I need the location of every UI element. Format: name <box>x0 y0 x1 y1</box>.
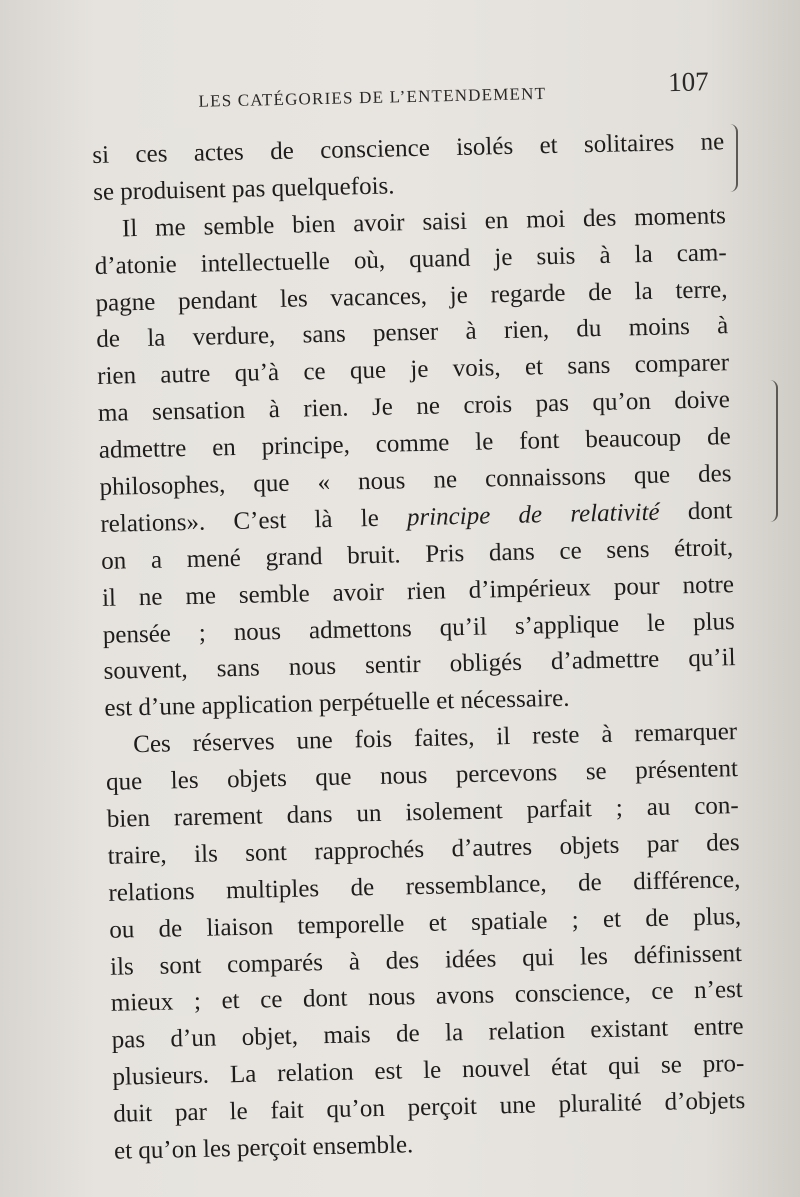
text-line: plusieurs. La relation est le nouvel état qui se pro- <box>112 1050 745 1092</box>
text-line: Ces réserves une fois faites, il reste à remarquer <box>132 718 738 759</box>
text-line: rien autre qu’à ce que je vois, et sans comparer <box>96 349 730 391</box>
text-line: philosophes, que « nous ne connaissons que des <box>99 460 732 501</box>
text-line: de la verdure, sans penser à rien, du moins à <box>96 312 729 354</box>
text-line: ou de liaison temporelle et spatiale ; et de plus, <box>108 902 742 944</box>
text-line: ma sensation à rien. Je ne crois pas qu’on doive <box>97 386 731 428</box>
text-line: pensée ; nous admettons qu’il s’applique le plus <box>102 607 735 649</box>
text-line: si ces actes de conscience isolés et solitaires ne <box>92 128 725 169</box>
text-line: pas d’un objet, mais de la relation existant entre <box>111 1013 744 1055</box>
text-line: traire, ils sont rapprochés d’autres objets par des <box>107 828 740 870</box>
text-line: pagne pendant les vacances, je regarde de la terre, <box>95 275 728 317</box>
italic-emphasis: principe de relativité <box>406 498 660 532</box>
text-line: et qu’on les perçoit ensemble. <box>113 1131 414 1165</box>
running-title: LES CATÉGORIES DE L’ENTENDEMENT <box>198 83 547 111</box>
text-line: est d’une application perpétuelle et nécessaire. <box>104 685 570 723</box>
text-line: relations». C’est là le principe de relativité dont <box>100 497 733 538</box>
page-number: 107 <box>667 66 710 98</box>
text-line: il ne me semble avoir rien d’impérieux pour notre <box>101 570 735 612</box>
page-header <box>190 66 721 118</box>
text-line: relations multiples de ressemblance, de différence, <box>108 865 741 907</box>
text-line: Il me semble bien avoir saisi en moi des moments <box>121 201 727 243</box>
text-line: souvent, sans nous sentir obligés d’admettre qu’il <box>103 644 736 686</box>
text-line: que les objets que nous percevons se présentent <box>105 755 739 796</box>
text-line: se produisent pas quelquefois. <box>92 172 395 206</box>
text-line: ils sont comparés à des idées qui les définissent <box>109 939 743 981</box>
text-line: d’atonie intellectuelle où, quand je suis à la cam- <box>94 238 727 280</box>
text-line: mieux ; et ce dont nous avons conscience, ce n’est <box>110 976 744 1018</box>
text-line: duit par le fait qu’on perçoit une pluralité d’objets <box>113 1087 746 1128</box>
text-line: on a mené grand bruit. Pris dans ce sens étroit, <box>100 533 734 575</box>
text-line: admettre en principe, comme le font beaucoup de <box>98 423 731 465</box>
text-line: bien rarement dans un isolement parfait ; au con- <box>106 792 740 833</box>
pencil-margin-mark <box>730 124 738 192</box>
pencil-margin-mark <box>770 380 778 522</box>
body-text <box>92 124 746 1170</box>
